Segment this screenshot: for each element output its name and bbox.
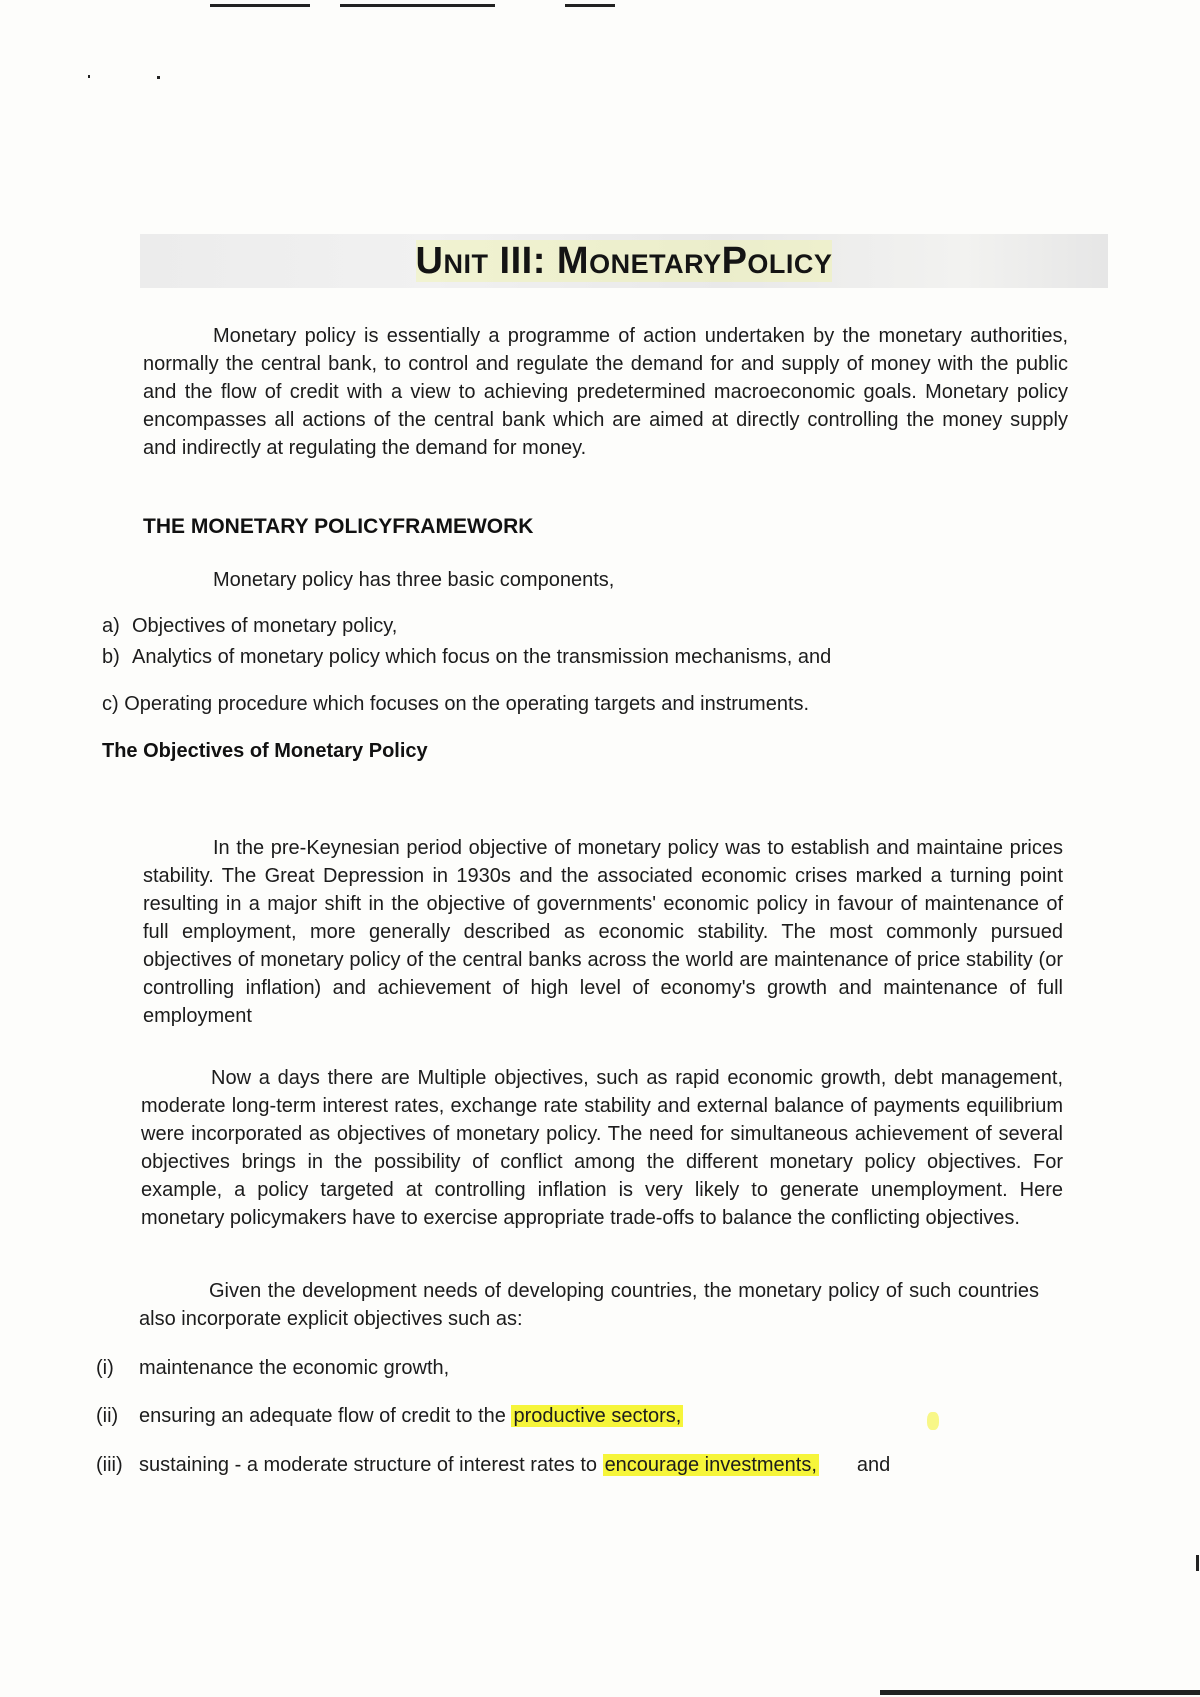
highlighted-text: encourage investments, (604, 1454, 817, 1476)
list-item-text: Objectives of monetary policy, (132, 615, 398, 637)
framework-lead: Monetary policy has three basic components, (213, 569, 615, 591)
list-marker: a) (102, 615, 120, 637)
list-marker: c) (102, 693, 119, 715)
intro-paragraph: Monetary policy is essentially a programme of action undertaken by the monetary authorities, normally the central bank, to control and regulate the demand for and supply of money with the public and the flow of credit with a view to achieving predetermined macroeconomic goals. Monetary policy encompasses all actions of the central bank which are aimed at directly controlling the money supply and indirectly at regulating the demand for money. (143, 325, 1068, 459)
highlighted-text: productive sectors, (513, 1405, 682, 1427)
list-item (96, 1402, 683, 1430)
framework-heading: THE MONETARY POLICYFRAMEWORK (143, 515, 534, 538)
list-marker: (iii) (96, 1454, 123, 1476)
list-item (102, 612, 397, 640)
scan-artifact-top-bar (340, 4, 495, 7)
list-marker: (ii) (96, 1405, 119, 1427)
list-item-text: sustaining - a moderate structure of interest rates to (139, 1454, 603, 1476)
list-marker: b) (102, 646, 120, 668)
scan-artifact-tick (1196, 1555, 1199, 1571)
scan-artifact-top-bar (210, 4, 310, 7)
list-item-text: Analytics of monetary policy which focus on the transmission mechanisms, and (132, 646, 832, 668)
objectives-heading: The Objectives of Monetary Policy (102, 740, 428, 762)
scan-artifact-dot (88, 75, 90, 78)
list-item (102, 643, 831, 671)
list-item-text: Operating procedure which focuses on the operating targets and instruments. (124, 693, 810, 715)
objectives-paragraph-1: In the pre-Keynesian period objective of monetary policy was to establish and maintaine prices stability. The Great Depression in 1930s and the associated economic crises marked a turning point resulting in a major shift in the objective of governments' economic policy in favour of maintenance of full employment, more generally described as economic stability. The most commonly pursued objectives of monetary policy of the central banks across the world are maintenance of price stability (or controlling inflation) and achievement of high level of economy's growth and maintenance of full employment (143, 837, 1063, 1027)
page-title: Unit III: MonetaryPolicy (415, 239, 833, 282)
list-item-tail: and (856, 1454, 891, 1476)
objectives-paragraph-2: Now a days there are Multiple objectives, such as rapid economic growth, debt management, moderate long-term interest rates, exchange rate stability and external balance of payments equilibrium were incorporated as objectives of monetary policy. The need for simultaneous achievement of several objectives brings in the possibility of conflict among the different monetary policy objectives. For example, a policy targeted at controlling inflation is very likely to generate unemployment. Here monetary policymakers have to exercise appropriate trade-offs to balance the conflicting objectives. (141, 1067, 1063, 1229)
list-item-text: ensuring an adequate flow of credit to the (139, 1405, 512, 1427)
list-item (96, 1451, 890, 1479)
list-marker: (i) (96, 1357, 114, 1379)
list-item (96, 1354, 449, 1382)
title-band (140, 234, 1108, 288)
scan-artifact-bottom-bar (880, 1690, 1200, 1695)
highlighter-mark (927, 1412, 939, 1430)
list-item (102, 690, 809, 718)
scan-artifact-top-bar (565, 4, 615, 7)
scan-artifact-dot (157, 76, 160, 79)
list-item-text: maintenance the economic growth, (139, 1357, 450, 1379)
objectives-paragraph-3: Given the development needs of developing countries, the monetary policy of such countries also incorporate explicit objectives such as: (139, 1280, 1039, 1330)
